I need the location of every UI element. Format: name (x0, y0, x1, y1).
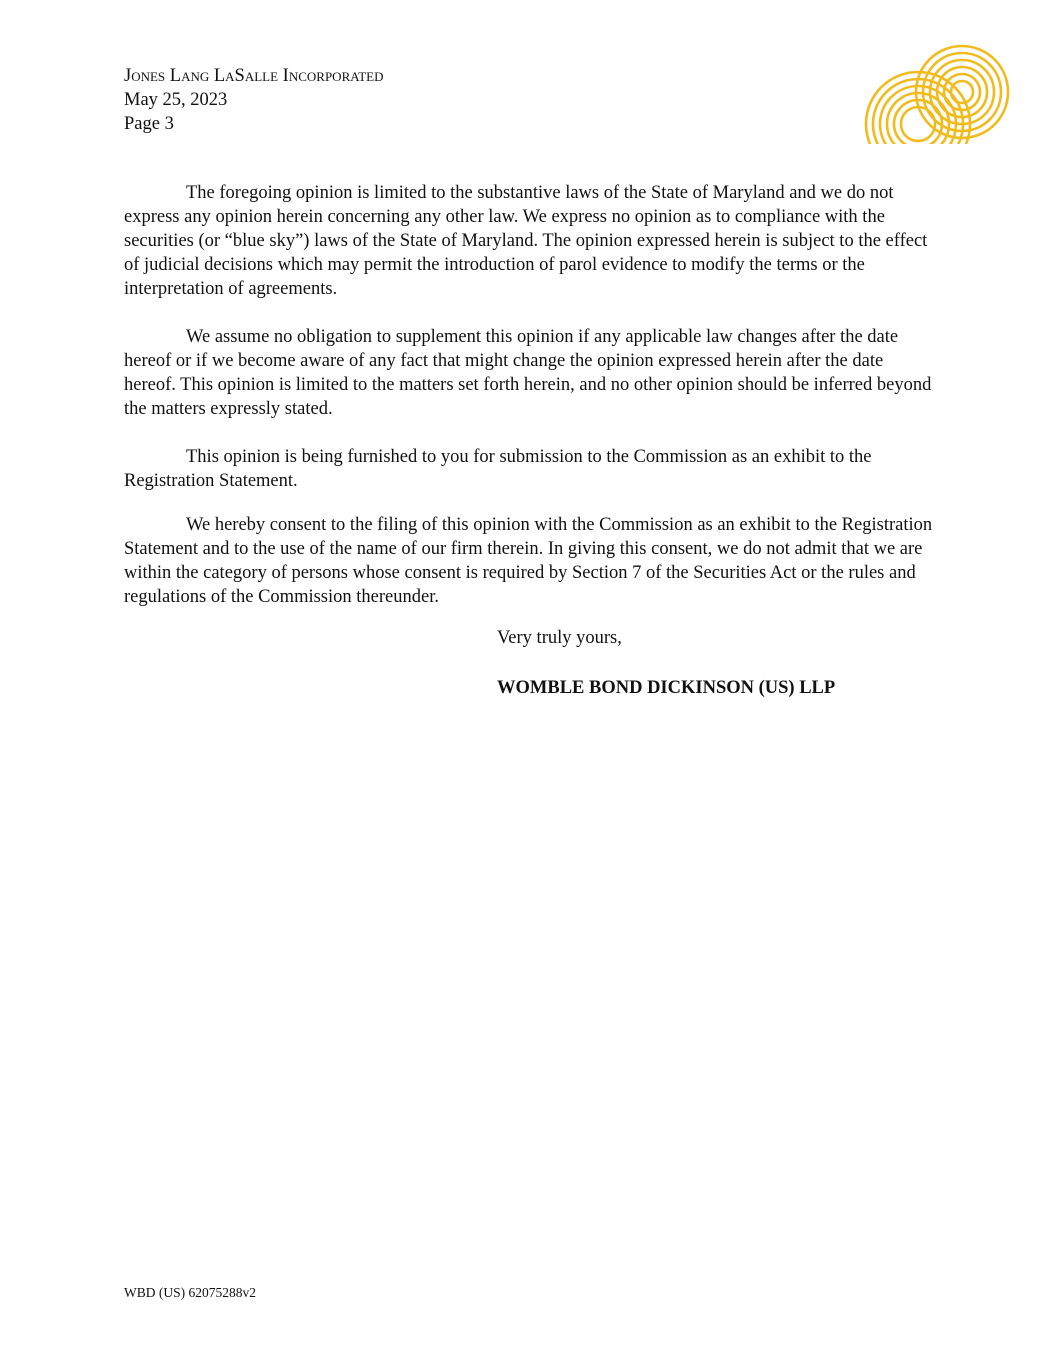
firm-name: WOMBLE BOND DICKINSON (US) LLP (497, 678, 836, 698)
letter-closing (497, 626, 835, 700)
page-number: Page 3 (124, 114, 174, 134)
document-reference: WBD (US) 62075288v2 (124, 1285, 256, 1300)
concentric-circles-logo-icon (856, 44, 1012, 144)
body-paragraph-no-obligation: We assume no obligation to supplement this opinion if any applicable law changes after the date hereof or if we become aware of any fact that might change the opinion expressed herein after the date hereof. This opinion is limited to the matters set forth herein, and no other opinion should be inferred beyond the matters expressly stated. (124, 327, 932, 419)
letter-date: May 25, 2023 (124, 90, 228, 110)
body-paragraph-governing-law: The foregoing opinion is limited to the substantive laws of the State of Maryland and we do not express any opinion herein concerning any other law. We express no opinion as to compliance with the securities (or “blue sky”) laws of the State of Maryland. The opinion expressed herein is subject to the effect of judicial decisions which may permit the introduction of parol evidence to modify the terms or the interpretation of agreements. (124, 183, 928, 299)
body-paragraph-consent: We hereby consent to the filing of this opinion with the Commission as an exhibit to the Registration Statement and to the use of the name of our firm therein. In giving this consent, we do not admit that we are within the category of persons whose consent is required by Section 7 of the Securities Act or the rules and regulations of the Commission thereunder. (124, 515, 933, 607)
letter-header (124, 64, 383, 136)
body-paragraph-furnished: This opinion is being furnished to you for submission to the Commission as an exhibit to the Registration Statement. (124, 447, 872, 491)
closing-signoff: Very truly yours, (497, 628, 622, 648)
addressee-company: Jones Lang LaSalle Incorporated (124, 66, 384, 86)
letter-body (124, 181, 939, 629)
